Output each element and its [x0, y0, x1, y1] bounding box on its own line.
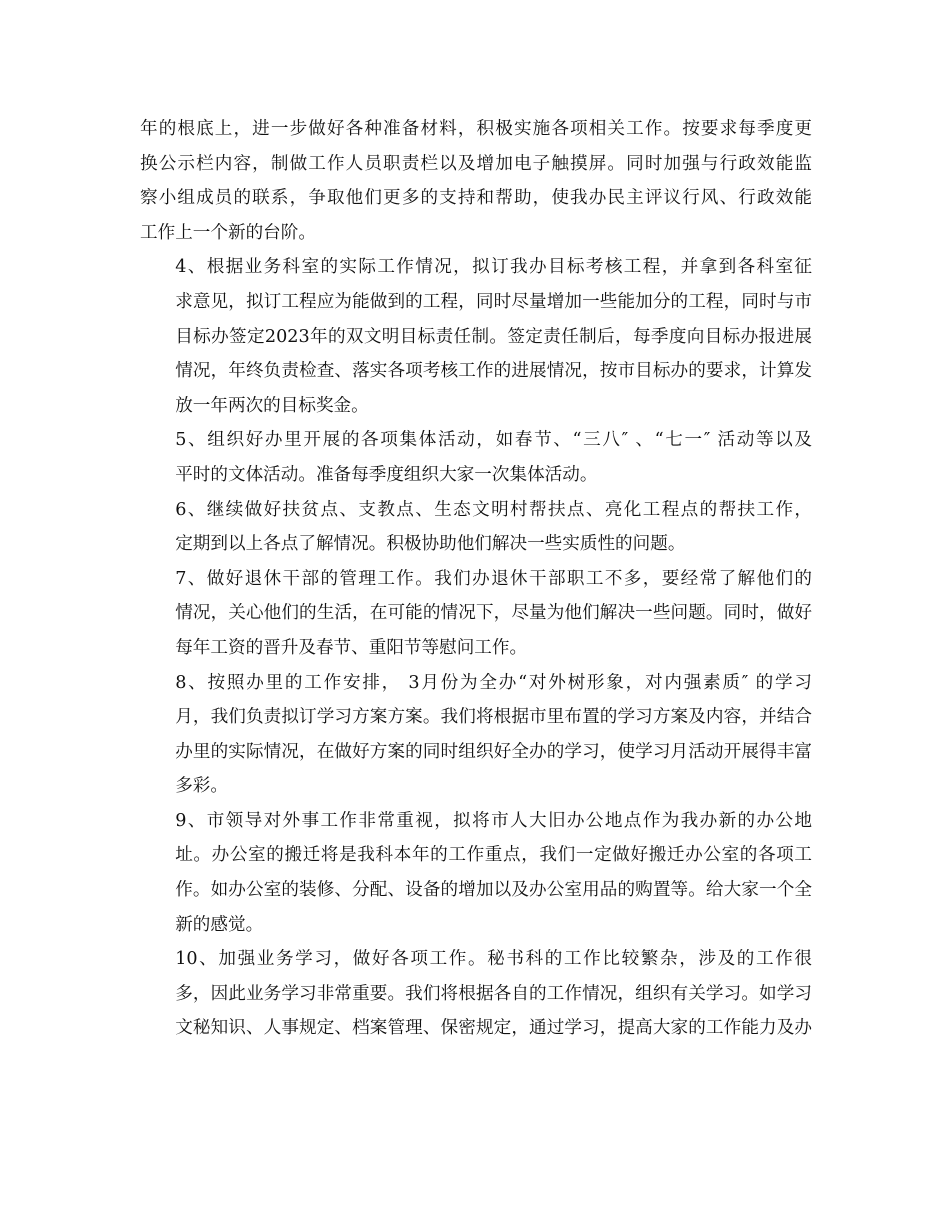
paragraph-continued — [140, 112, 812, 250]
text-line: 6、继续做好扶贫点、支教点、生态文明村帮扶点、亮化工程点的帮扶工作， — [175, 499, 812, 520]
paragraph-item-4 — [140, 250, 812, 423]
text-line: 平时的文体活动。准备每季度组织大家一次集体活动。 — [175, 464, 598, 485]
paragraph-item-10 — [140, 942, 812, 1046]
text-line: 多彩。 — [175, 776, 228, 797]
document-body — [140, 112, 812, 1046]
text-line: 址。办公室的搬迁将是我科本年的工作重点，我们一定做好搬迁办公室的各项工 — [175, 845, 812, 866]
text-line: 月，我们负责拟订学习方案方案。我们将根据市里布置的学习方案及内容，并结合 — [175, 707, 812, 728]
text-line: 5、组织好办里开展的各项集体活动，如春节、“三八″ 、“七一″ 活动等以及 — [175, 430, 812, 451]
text-line: 新的感觉。 — [175, 914, 264, 935]
paragraph-item-5 — [140, 423, 812, 492]
text-line: 文秘知识、人事规定、档案管理、保密规定，通过学习，提高大家的工作能力及办 — [175, 1018, 812, 1039]
text-line: 察小组成员的联系，争取他们更多的支持和帮助，使我办民主评议行风、行政效能 — [140, 188, 812, 209]
text-line: 年的根底上，进一步做好各种准备材料，积极实施各项相关工作。按要求每季度更 — [140, 119, 812, 139]
text-line: 4、根据业务科室的实际工作情况，拟订我办目标考核工程，并拿到各科室征 — [175, 257, 812, 278]
text-line: 求意见，拟订工程应为能做到的工程，同时尽量增加一些能加分的工程，同时与市 — [175, 291, 812, 312]
text-line: 工作上一个新的台阶。 — [140, 222, 316, 243]
text-line: 目标办签定2023年的双文明目标责任制。签定责任制后，每季度向目标办报进展 — [175, 326, 812, 347]
text-line: 作。如办公室的装修、分配、设备的增加以及办公室用品的购置等。给大家一个全 — [175, 880, 812, 901]
text-line: 情况，年终负责检查、落实各项考核工作的进展情况，按市目标办的要求，计算发 — [175, 361, 812, 382]
paragraph-item-6 — [140, 493, 812, 562]
text-line: 7、做好退休干部的管理工作。我们办退休干部职工不多，要经常了解他们的 — [175, 568, 812, 589]
text-line: 定期到以上各点了解情况。积极协助他们解决一些实质性的问题。 — [175, 534, 686, 555]
text-line: 放一年两次的目标奖金。 — [175, 395, 369, 416]
text-line: 8、按照办里的工作安排， 3月份为全办“对外树形象，对内强素质″ 的学习 — [175, 672, 812, 693]
paragraph-item-7 — [140, 562, 812, 666]
paragraph-item-9 — [140, 804, 812, 942]
text-line: 10、加强业务学习，做好各项工作。秘书科的工作比较繁杂，涉及的工作很 — [175, 949, 812, 970]
text-line: 每年工资的晋升及春节、重阳节等慰问工作。 — [175, 637, 528, 658]
paragraph-item-8 — [140, 666, 812, 804]
text-line: 多，因此业务学习非常重要。我们将根据各自的工作情况，组织有关学习。如学习 — [175, 983, 812, 1004]
text-line: 情况，关心他们的生活，在可能的情况下，尽量为他们解决一些问题。同时，做好 — [175, 603, 812, 624]
text-line: 换公示栏内容，制做工作人员职责栏以及增加电子触摸屏。同时加强与行政效能监 — [140, 153, 812, 174]
text-line: 9、市领导对外事工作非常重视，拟将市人大旧办公地点作为我办新的办公地 — [175, 810, 812, 831]
text-line: 办里的实际情况，在做好方案的同时组织好全办的学习，使学习月活动开展得丰富 — [175, 741, 812, 762]
